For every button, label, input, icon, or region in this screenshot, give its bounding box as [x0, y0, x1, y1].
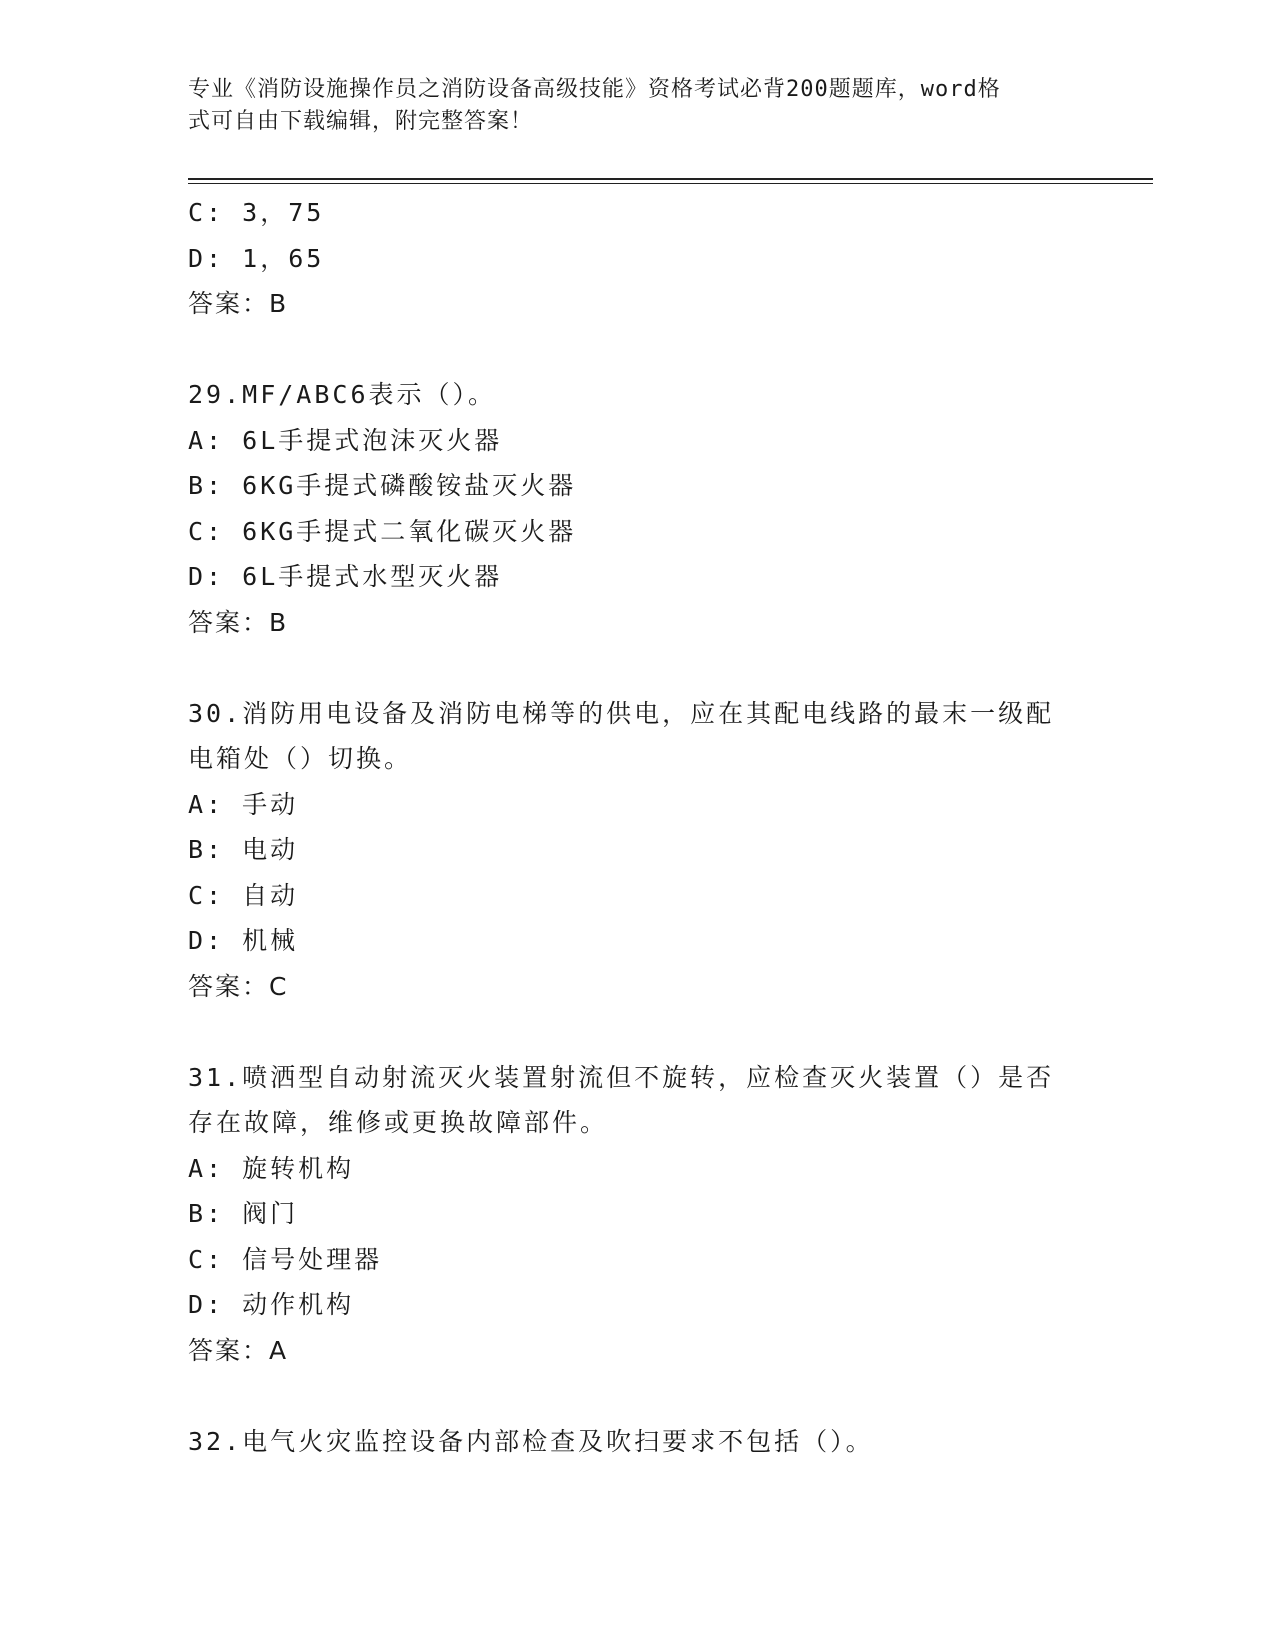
question-list	[188, 190, 1088, 1464]
header-line-1: 专业《消防设施操作员之消防设备高级技能》资格考试必背200题题库，word格	[188, 77, 1001, 102]
answer-label: 答案：A	[188, 1335, 289, 1365]
option-a: A: 旋转机构	[188, 1153, 355, 1183]
spacer	[188, 327, 1088, 373]
question-31	[188, 1055, 1088, 1374]
option-c: C: 6KG手提式二氧化碳灭火器	[188, 516, 577, 546]
question-28	[188, 190, 1088, 327]
option-a: A: 手动	[188, 789, 299, 819]
option-a: A: 6L手提式泡沫灭火器	[188, 425, 503, 455]
option-c: C: 自动	[188, 880, 299, 910]
question-32	[188, 1419, 1088, 1465]
option-c: C: 3，75	[188, 198, 325, 227]
header-divider-thick	[188, 178, 1153, 180]
answer-label: 答案：B	[188, 289, 289, 318]
question-29	[188, 372, 1088, 645]
question-text-line-2: 存在故障，维修或更换故障部件。	[188, 1108, 609, 1137]
answer-label: 答案：B	[188, 607, 289, 637]
question-text: 32.电气火灾监控设备内部检查及吹扫要求不包括（）。	[188, 1426, 874, 1456]
option-b: B: 电动	[188, 835, 299, 864]
option-d: D: 动作机构	[188, 1290, 355, 1319]
question-text-line-1: 30.消防用电设备及消防电梯等的供电，应在其配电线路的最末一级配	[188, 698, 1055, 728]
option-b: B: 阀门	[188, 1199, 299, 1228]
header-line-2: 式可自由下载编辑，附完整答案！	[188, 109, 534, 134]
spacer	[188, 1009, 1088, 1055]
document-header	[188, 74, 1068, 138]
question-text-line-1: 31.喷洒型自动射流灭火装置射流但不旋转，应检查灭火装置（）是否	[188, 1062, 1055, 1092]
question-text: 29.MF/ABC6表示（）。	[188, 380, 497, 409]
question-text-line-2: 电箱处（）切换。	[188, 744, 413, 773]
header-divider-thin	[188, 183, 1153, 184]
answer-label: 答案：C	[188, 971, 289, 1001]
option-d: D: 机械	[188, 926, 299, 955]
option-d: D: 6L手提式水型灭火器	[188, 562, 503, 591]
question-30	[188, 691, 1088, 1010]
spacer	[188, 645, 1088, 691]
option-c: C: 信号处理器	[188, 1244, 383, 1274]
spacer	[188, 1373, 1088, 1419]
option-d: D: 1，65	[188, 243, 325, 273]
option-b: B: 6KG手提式磷酸铵盐灭火器	[188, 471, 577, 500]
